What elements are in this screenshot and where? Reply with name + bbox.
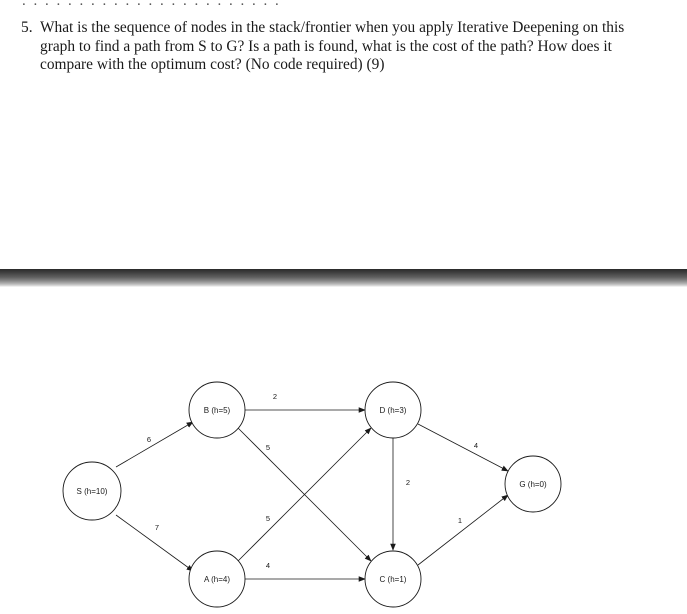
node-s-label: S (h=10): [76, 487, 108, 496]
edge-cost-d-g: 4: [473, 441, 479, 450]
edge-cost-a-d: 5: [265, 514, 271, 523]
edge-cost-b-c: 5: [265, 443, 271, 452]
question-text: What is the sequence of nodes in the stack/frontier when you apply Iterative Deepening on this graph to find a path from S to G? Is a path is found, what is the cost of the path? How does it compare with the optimum cost? (No code required) (9): [40, 19, 625, 73]
edge-d-g: [418, 424, 508, 471]
node-g: [505, 456, 561, 512]
edge-cost-d-c: 2: [405, 478, 411, 487]
node-s: [63, 462, 121, 520]
edge-cost-c-g: 1: [457, 516, 463, 525]
edge-s-b: [116, 422, 193, 467]
edge-cost-a-c: 4: [265, 561, 271, 570]
node-a-label: A (h=4): [203, 575, 231, 584]
edge-cost-s-b: 6: [146, 435, 152, 444]
edge-cost-b-d: 2: [272, 392, 278, 401]
node-c-label: C (h=1): [379, 575, 407, 584]
node-d: [365, 382, 421, 438]
node-d-label: D (h=3): [379, 406, 407, 415]
edge-c-g: [418, 495, 508, 565]
node-a: [189, 551, 245, 607]
node-c: [365, 551, 421, 607]
question-number: 5.: [21, 19, 33, 36]
edge-cost-s-a: 7: [154, 523, 160, 532]
node-b-label: B (h=5): [203, 406, 231, 415]
node-b: [189, 382, 245, 438]
node-g-label: G (h=0): [519, 480, 547, 489]
